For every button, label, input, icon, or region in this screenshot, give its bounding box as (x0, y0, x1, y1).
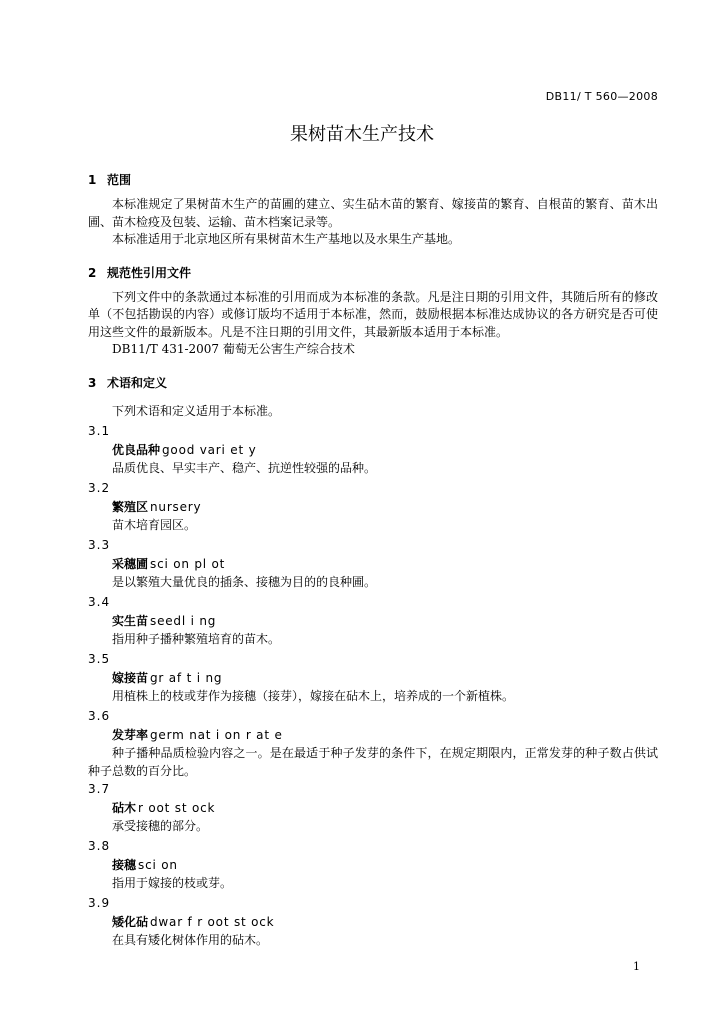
term-name-en: good vari et y (162, 443, 257, 457)
term-number: 3.8 (88, 839, 111, 853)
term-name (88, 856, 658, 875)
term-definition: 用植株上的枝或芽作为接穗（接芽），嫁接在砧木上，培养成的一个新植株。 (112, 689, 515, 703)
paragraph: 下列术语和定义适用于本标准。 (112, 403, 281, 418)
section-title: 术语和定义 (107, 375, 168, 390)
term-name-en: sci on pl ot (150, 557, 226, 571)
term-name-en: seedl i ng (150, 614, 217, 628)
section-heading (88, 263, 658, 283)
document-title: 果树苗木生产技术 (290, 124, 434, 145)
term-number: 3.7 (88, 782, 111, 796)
section-heading (88, 373, 658, 393)
reference-entry: DB11/T 431-2007 葡萄无公害生产综合技术 (112, 342, 355, 356)
term-name-en: gr af t i ng (150, 671, 223, 685)
term-name (88, 726, 658, 745)
term-name-en: nursery (150, 500, 202, 514)
term-number: 3.5 (88, 652, 111, 666)
document-body (88, 170, 658, 951)
term-name (88, 669, 658, 688)
term-definition: 指用种子播种繁殖培育的苗木。 (112, 632, 281, 646)
term-name-zh: 繁殖区 (112, 500, 149, 514)
section-number: 3 (88, 375, 97, 390)
term-definition: 在具有矮化树体作用的砧木。 (112, 933, 269, 947)
paragraph: 本标准适用于北京地区所有果树苗木生产基地以及水果生产基地。 (112, 232, 461, 246)
standard-code: DB11/ T 560—2008 (545, 90, 658, 103)
page-number: 1 (633, 960, 640, 973)
section-title: 范围 (107, 173, 132, 187)
term-definition: 品质优良、早实丰产、稳产、抗逆性较强的品种。 (112, 461, 377, 475)
term-name-en: sci on (138, 858, 178, 872)
term-definition: 承受接穗的部分。 (112, 819, 209, 833)
term-definition: 种子播种品质检验内容之一。是在最适于种子发芽的条件下，在规定期限内，正常发芽的种子数占供试种子总数的百分比。 (88, 746, 658, 778)
term-number: 3.1 (88, 424, 111, 438)
section-title: 规范性引用文件 (107, 265, 192, 280)
term-name (88, 612, 658, 631)
term-number: 3.2 (88, 481, 111, 495)
term-number: 3.4 (88, 595, 111, 609)
term-list (88, 422, 658, 951)
term-name-zh: 砧木 (112, 801, 137, 815)
term-name-zh: 接穗 (112, 858, 137, 872)
section-number: 2 (88, 265, 97, 280)
term-name (88, 441, 658, 460)
term-name-en: germ nat i on r at e (150, 728, 283, 742)
term-name (88, 799, 658, 818)
term-name (88, 555, 658, 574)
paragraph: 下列文件中的条款通过本标准的引用而成为本标准的条款。凡是注日期的引用文件，其随后所有的修改单（不包括勘误的内容）或修订版均不适用于本标准，然而，鼓励根据本标准达成协议的各方研究是否可使用这些文件的最新版本。凡是不注日期的引用文件，其最新版本适用于本标准。 (88, 289, 658, 339)
term-number: 3.9 (88, 896, 111, 910)
term-name-zh: 发芽率 (112, 728, 149, 742)
term-name-zh: 优良品种 (112, 443, 161, 457)
term-name (88, 913, 658, 932)
term-name (88, 498, 658, 517)
paragraph: 本标准规定了果树苗木生产的苗圃的建立、实生砧木苗的繁育、嫁接苗的繁育、自根苗的繁育、苗木出圃、苗木检疫及包装、运输、苗木档案记录等。 (88, 197, 658, 229)
section-heading (88, 170, 658, 190)
term-name-en: dwar f r oot st ock (150, 915, 275, 929)
term-name-zh: 采穗圃 (112, 557, 149, 571)
term-name-zh: 嫁接苗 (112, 671, 149, 685)
section-number: 1 (88, 173, 97, 187)
term-number: 3.3 (88, 538, 111, 552)
term-name-zh: 矮化砧 (112, 915, 149, 929)
term-name-zh: 实生苗 (112, 614, 149, 628)
term-definition: 是以繁殖大量优良的插条、接穗为目的的良种圃。 (112, 575, 377, 589)
term-number: 3.6 (88, 709, 111, 723)
term-name-en: r oot st ock (138, 801, 216, 815)
term-definition: 苗木培育园区。 (112, 518, 197, 532)
term-definition: 指用于嫁接的枝或芽。 (112, 876, 233, 890)
